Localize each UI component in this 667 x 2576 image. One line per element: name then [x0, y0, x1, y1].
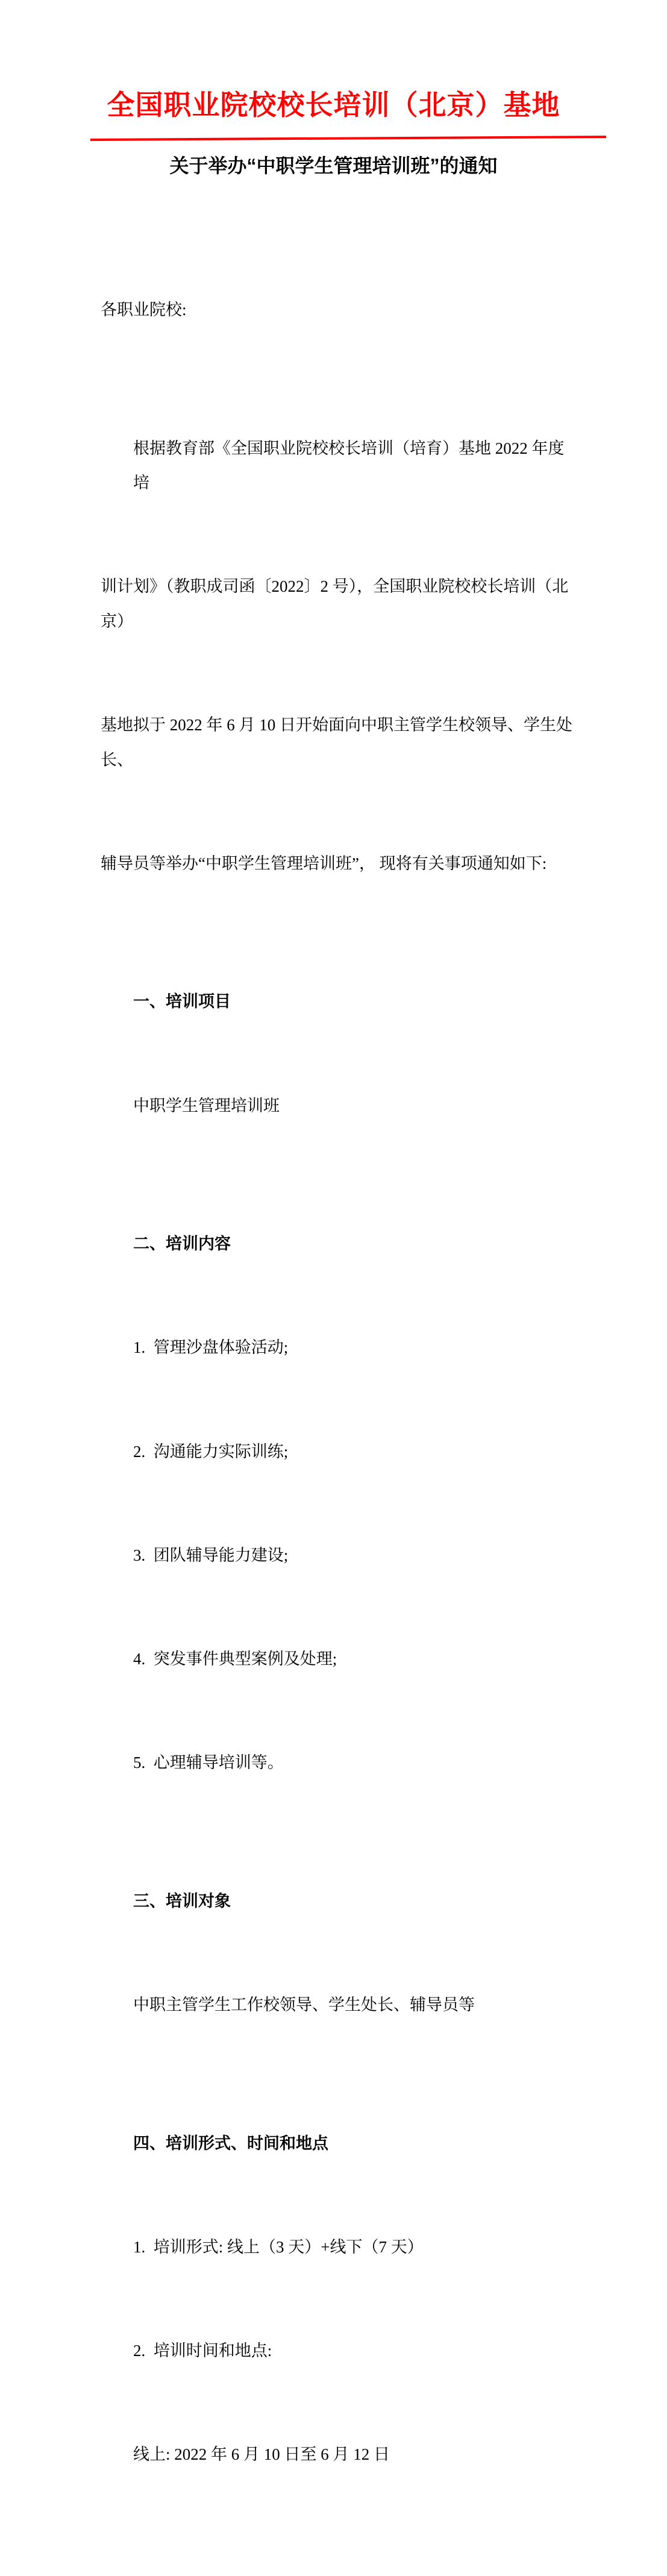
intro-line-2: 训计划》（教职成司函〔2022〕2 号），全国职业院校校长培训（北京）	[101, 577, 569, 630]
training-format-online-date: 线上: 2022 年 6 月 10 日至 6 月 12 日	[133, 2445, 390, 2464]
intro-line-3: 基地拟于 2022 年 6 月 10 日开始面向中职主管学生校领导、学生处长、	[101, 716, 572, 769]
section-heading-training-audience: 三、培训对象	[133, 1891, 231, 1910]
salutation: 各职业院校:	[101, 301, 187, 319]
section-heading-training-content: 二、培训内容	[133, 1235, 231, 1253]
red-divider-line	[90, 136, 606, 141]
section-training-program-line: 中职学生管理培训班	[133, 1096, 280, 1115]
notice-title: 关于举办“中职学生管理培训班”的通知	[169, 155, 498, 177]
training-format-item-1: 1. 培训形式: 线上（3 天）+线下（7 天）	[133, 2237, 424, 2256]
section-heading-training-program: 一、培训项目	[133, 992, 231, 1011]
training-content-item-3: 3. 团队辅导能力建设;	[133, 1546, 289, 1564]
intro-line-1: 根据教育部《全国职业院校校长培训（培育）基地 2022 年度培	[133, 439, 565, 492]
letterhead-title: 全国职业院校校长培训（北京）基地	[107, 90, 560, 121]
intro-line-4: 辅导员等举办“中职学生管理培训班”， 现将有关事项通知如下:	[101, 854, 547, 873]
section-heading-training-format: 四、培训形式、时间和地点	[133, 2134, 328, 2152]
training-content-item-4: 4. 突发事件典型案例及处理;	[133, 1650, 337, 1669]
training-content-item-5: 5. 心理辅导培训等。	[133, 1753, 284, 1772]
training-format-item-2: 2. 培训时间和地点:	[133, 2342, 272, 2360]
notice-body	[101, 189, 577, 2576]
training-content-item-2: 2. 沟通能力实际训练;	[133, 1442, 289, 1461]
section-training-audience-line: 中职主管学生工作校领导、学生处长、辅导员等	[133, 1996, 475, 2014]
training-content-item-1: 1. 管理沙盘体验活动;	[133, 1338, 289, 1357]
